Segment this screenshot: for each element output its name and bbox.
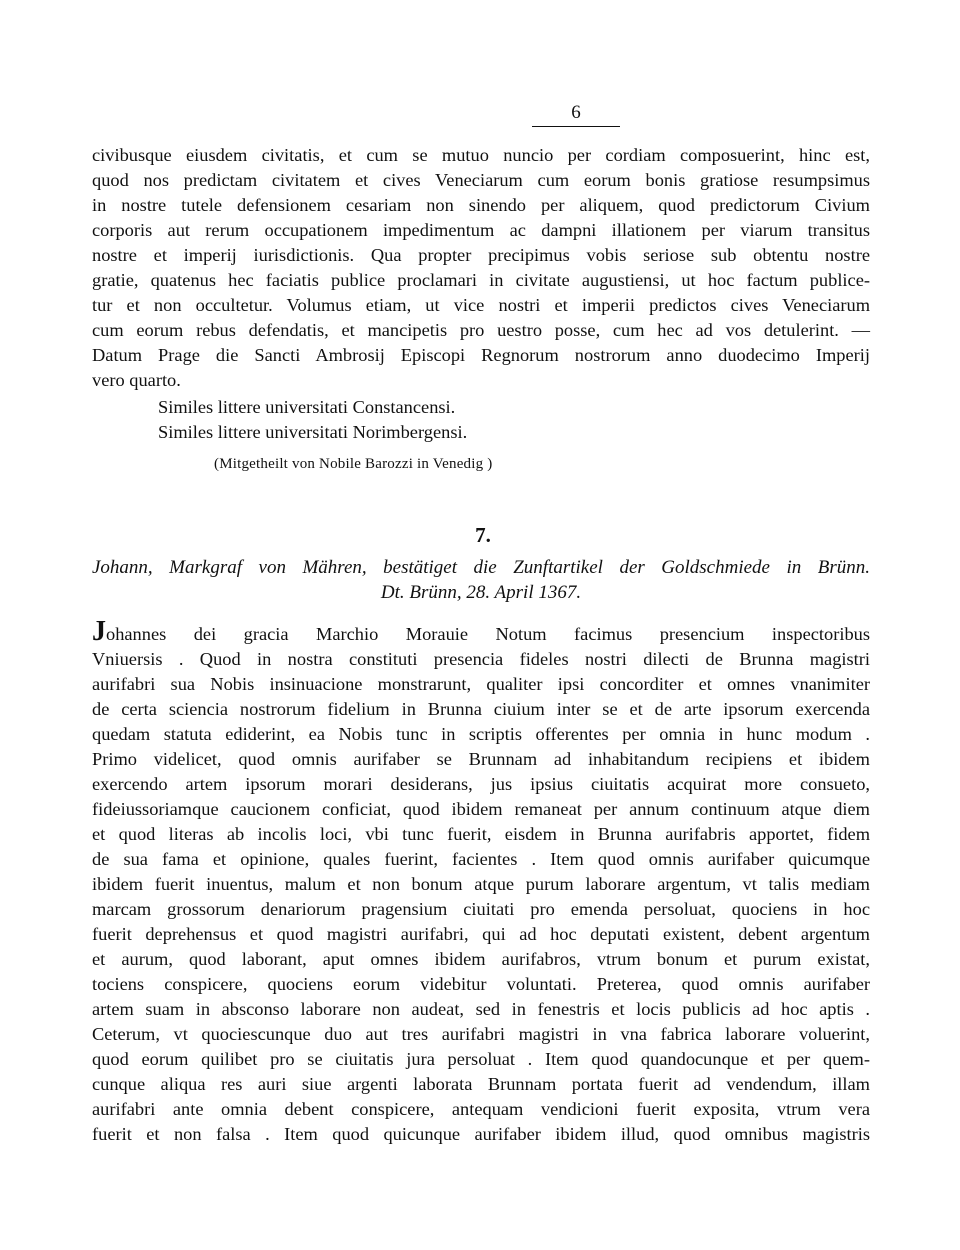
text-line: fuerit deprehensus et quod magistri aurifabri, qui ad hoc deputati existent, debent argentum: [92, 924, 870, 944]
text-line: marcam grossorum denariorum pragensium ciuitati pro emenda persoluat, quociens in hoc: [92, 899, 870, 919]
source-note: (Mitgetheilt von Nobile Barozzi in Venedig ): [214, 456, 493, 472]
text-line: quod nos predictam civitatem et cives Veneciarum cum eorum bonis gratiose resumpsimus: [92, 170, 870, 190]
document-heading: Johann, Markgraf von Mähren, bestätiget die Zunftartikel der Goldschmiede in Brünn.: [92, 557, 870, 578]
document-number: 7.: [475, 523, 491, 547]
text-line: et quod literas ab incolis loci, vbi tunc fuerit, eisdem in Brunna aurifabris apportet, fidem: [92, 824, 870, 844]
text-line: quod eorum quilibet pro se ciuitatis jura persoluat . Item quod quandocunque et per quem-: [92, 1049, 870, 1069]
text-line: Datum Prage die Sancti Ambrosij Episcopi Regnorum nostrorum anno duodecimo Imperij: [92, 345, 870, 365]
text-line: corporis aut rerum occupationem impedimentum ac dampni illationem per viarum transitus: [92, 220, 870, 240]
text-line: aurifabri sua Nobis insinuacione monstrarunt, qualiter ipsi concorditer et omnes vnanimiter: [92, 674, 870, 694]
text-line: in nostre tutele defensionem cesariam non sinendo per aliquem, quod predictorum Civium: [92, 195, 870, 215]
initial-letter: J: [92, 616, 106, 647]
text-line: exercendo artem ipsorum morari desiderans, jus ipsius ciuitatis acquirat more consueto,: [92, 774, 870, 794]
page-number-rule: [532, 126, 620, 127]
similes-line: Similes littere universitati Norimbergensi.: [158, 422, 468, 442]
text-line: cunque aliqua res auri siue argenti laborata Brunnam portata fuerit ad vendendum, illam: [92, 1074, 870, 1094]
text-line: Ceterum, vt quociescunque duo aut tres aurifabri magistri in vna fabrica laborare voluerint,: [92, 1024, 870, 1044]
text-line: civibusque eiusdem civitatis, et cum se mutuo nuncio per cordiam composuerint, hinc est,: [92, 145, 870, 165]
text-line: vero quarto.: [92, 370, 181, 390]
text-line: quedam statuta ediderint, ea Nobis tunc in scriptis offerentes per omnia in hunc modum .: [92, 724, 870, 744]
text-line: de sua fama et opinione, quales fuerint, facientes . Item quod omnis aurifaber quicumque: [92, 849, 870, 869]
text-line: et aurum, quod laborant, aput omnes ibidem aurifabros, vtrum bonum et purum existat,: [92, 949, 870, 969]
text-line: fuerit et non falsa . Item quod quicunque aurifaber ibidem illud, quod omnibus magistris: [92, 1124, 870, 1144]
text-line: tur et non occultetur. Volumus etiam, ut vice nostri et imperii predictos cives Veneciarum: [92, 295, 870, 315]
text-line: fideiussoriamque caucionem conficiat, quod ibidem remaneat per annum continuum atque diem: [92, 799, 870, 819]
text-line: aurifabri ante omnia debent conspicere, antequam vendicioni fuerit exposita, vtrum vera: [92, 1099, 870, 1119]
text-line: Primo videlicet, quod omnis aurifaber se Brunnam ad inhabitandum recipiens et ibidem: [92, 749, 870, 769]
first-line-text: ohannes dei gracia Marchio Morauie Notum facimus presencium inspectoribus: [106, 624, 870, 644]
text-line: Vniuersis . Quod in nostra constituti presencia fideles nostri dilecti de Brunna magistri: [92, 649, 870, 669]
text-line: artem suam in absconso laborare non audeat, sed in fenestris et locis publicis ad hoc aptis .: [92, 999, 870, 1019]
page-number: 6: [571, 102, 581, 123]
first-text-line: [92, 616, 870, 647]
text-line: tociens conspicere, quociens eorum videbitur voluntati. Preterea, quod omnis aurifaber: [92, 974, 870, 994]
text-line: ibidem fuerit inuentus, malum et non bonum atque purum laborare argentum, vt talis mediam: [92, 874, 870, 894]
document-date: Dt. Brünn, 28. April 1367.: [380, 582, 582, 603]
text-line: gratie, quatenus hec faciatis publice proclamari in civitate augustiensi, ut hoc factum publice-: [92, 270, 870, 290]
similes-line: Similes littere universitati Constancensi.: [158, 397, 456, 417]
text-line: de certa sciencia nostrorum fidelium in Brunna ciuium inter se et de arte ipsorum exercenda: [92, 699, 870, 719]
text-line: cum eorum rebus defendatis, et mancipetis pro uestro posse, cum hec ad vos detulerint. —: [92, 320, 870, 340]
text-line: nostre et imperij iurisdictionis. Qua propter precipimus vobis seriose sub obtentu nostre: [92, 245, 870, 265]
